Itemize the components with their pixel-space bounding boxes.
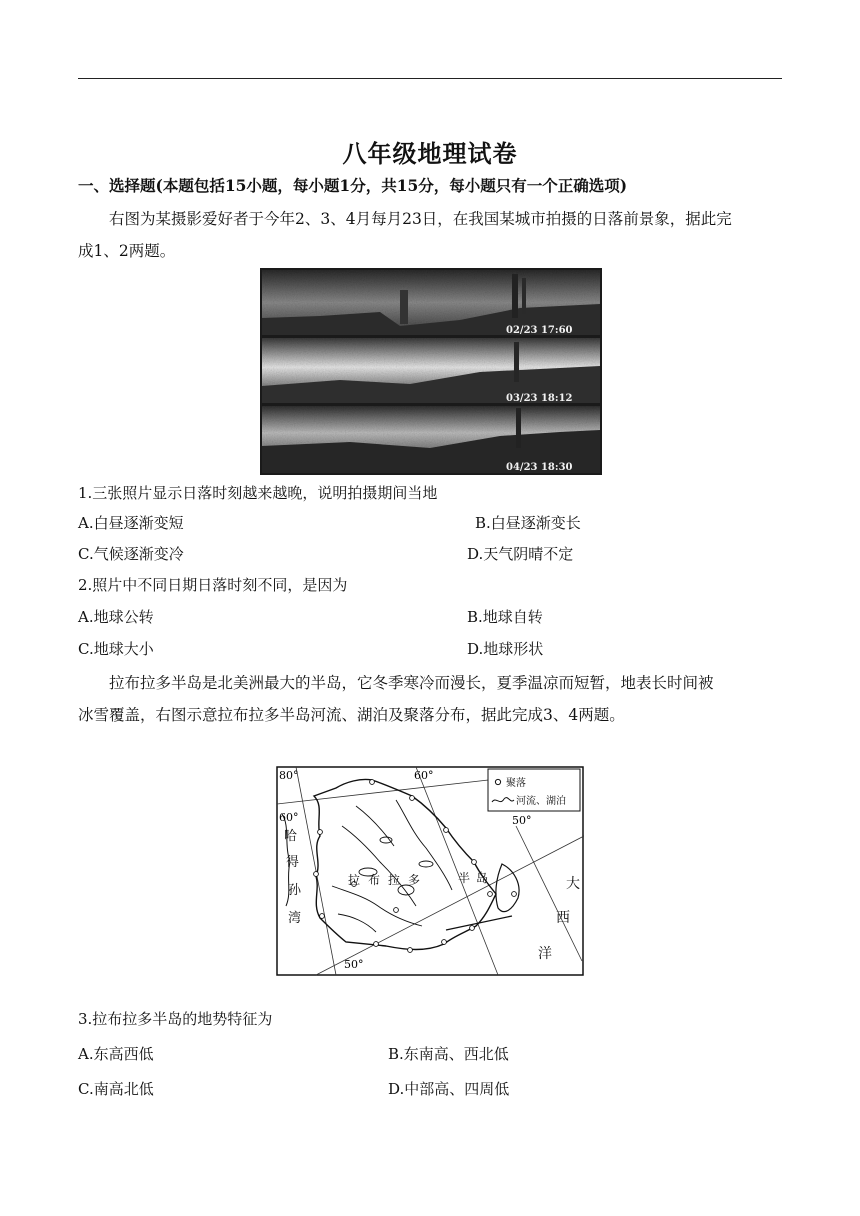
svg-text:哈: 哈 [284,829,298,844]
q3-option-a: A.东高西低 [78,1045,154,1063]
label-60-deg-top: 60° [414,769,434,782]
settlement-legend-icon [495,779,500,784]
svg-text:湾: 湾 [288,911,302,926]
legend-river-lake: 河流、湖泊 [516,796,566,807]
label-60-deg-left: 60° [279,811,299,824]
svg-text:岛: 岛 [476,871,489,885]
photo-stamp-2: 03/23 18:12 [506,393,573,404]
intro-paragraph-1: 右图为某摄影爱好者于今年2、3、4月每月23日，在我国某城市拍摄的日落前景象，据此完成1、2两题。 [78,210,732,260]
photo-stamp-1: 02/23 17:60 [506,325,573,336]
label-50-deg-bottom: 50° [344,958,364,971]
svg-text:孙: 孙 [288,883,302,898]
question-3-stem: 3.拉布拉多半岛的地势特征为 [78,1010,273,1028]
svg-text:西: 西 [556,910,570,926]
svg-text:洋: 洋 [538,946,552,962]
q3-option-c: C.南高北低 [78,1080,154,1098]
question-1-stem: 1.三张照片显示日落时刻越来越晚，说明拍摄期间当地 [78,484,438,502]
photo-stamp-3: 04/23 18:30 [506,462,573,473]
q1-option-c: C.气候逐渐变冷 [78,545,184,563]
svg-text:多: 多 [408,873,421,887]
svg-text:得: 得 [286,855,300,870]
exam-title: 八年级地理试卷 [342,139,518,168]
section-heading: 一、选择题(本题包括15小题，每小题1分，共15分，每小题只有一个正确选项) [78,176,628,195]
header-rule [78,78,782,79]
q2-option-b: B.地球自转 [467,608,543,626]
peninsula-label [348,870,488,887]
intro-paragraph-2: 拉布拉多半岛是北美洲最大的半岛，它冬季寒冷而漫长，夏季温凉而短暂，地表长时间被冰雪覆盖，右图示意拉布拉多半岛河流、湖泊及聚落分布，据此完成3、4两题。 [78,674,714,724]
q2-option-c: C.地球大小 [78,640,154,658]
q1-option-d: D.天气阴晴不定 [467,545,574,563]
sunset-photos-figure [260,268,602,475]
svg-text:拉: 拉 [388,873,401,887]
question-2-stem: 2.照片中不同日期日落时刻不同，是因为 [78,576,348,594]
q3-option-b: B.东南高、西北低 [388,1045,509,1063]
q1-option-a: A.白昼逐渐变短 [78,514,184,532]
label-80-deg: 80° [279,769,299,782]
svg-text:大: 大 [566,876,580,892]
label-50-deg-right: 50° [512,814,532,827]
q2-option-d: D.地球形状 [467,640,544,658]
labrador-map-figure [276,766,584,976]
svg-text:布: 布 [368,873,381,887]
legend-settlement: 聚落 [506,778,526,789]
q2-option-a: A.地球公转 [78,608,154,626]
svg-text:半: 半 [458,871,471,885]
q3-option-d: D.中部高、四周低 [388,1080,510,1098]
q1-option-b: B.白昼逐渐变长 [475,514,581,532]
svg-text:拉: 拉 [348,873,361,887]
